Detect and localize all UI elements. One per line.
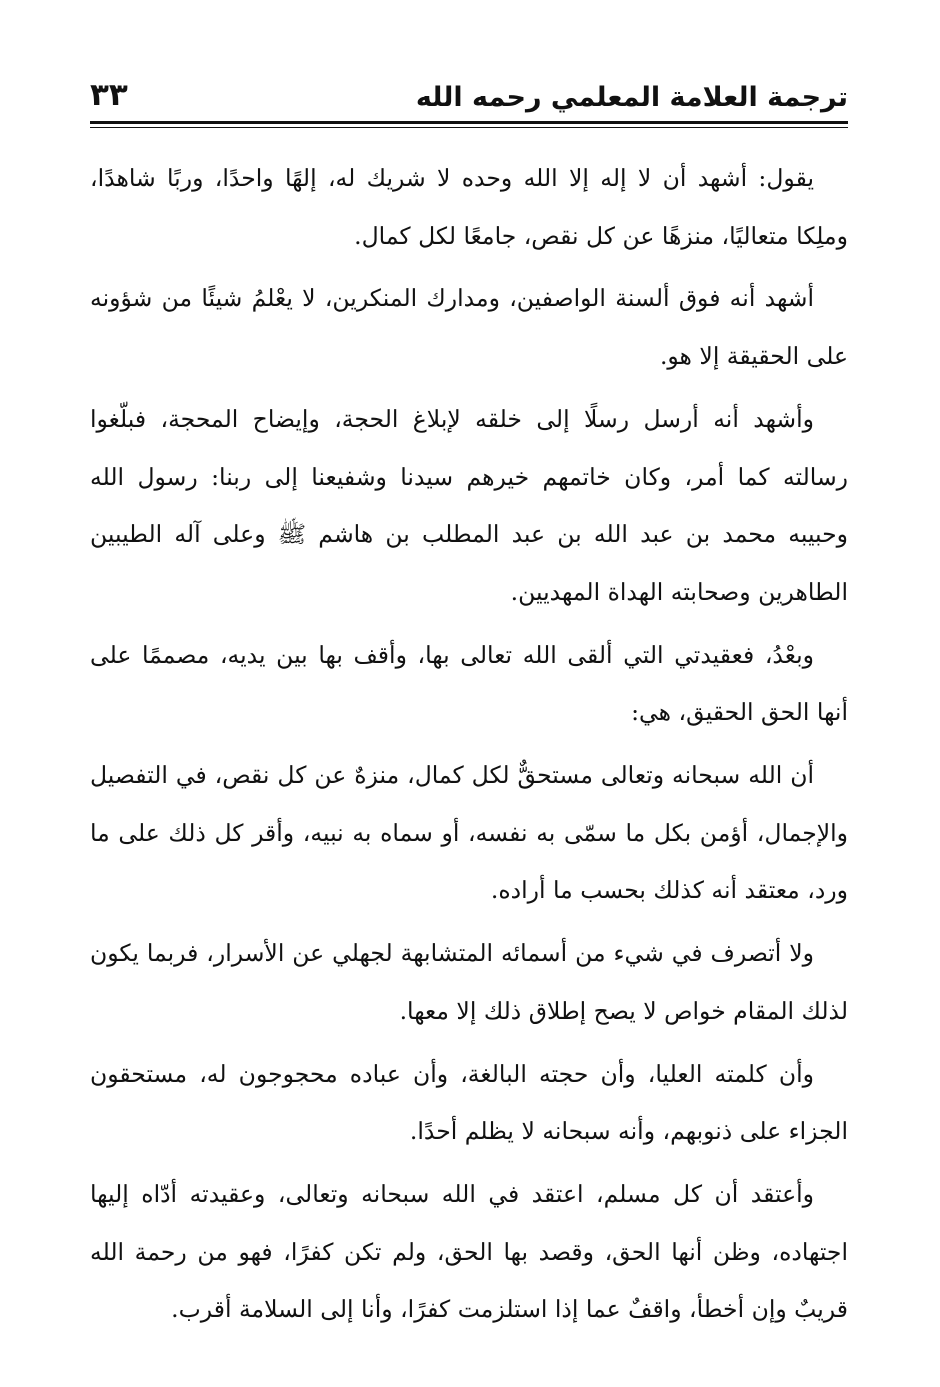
paragraph-4: وبعْدُ، فعقيدتي التي ألقى الله تعالى بها، وأقف بها بين يديه، مصممًا على أنها الحق الحقيق، هي: [90, 640, 848, 727]
header-rule-thick [90, 121, 848, 124]
paragraph-1: يقول: أشهد أن لا إله إلا الله وحده لا شريك له، إلهًا واحدًا، وربًا شاهدًا، وملِكا متعاليًا، منزهًا عن كل نقص، جامعًا لكل كمال. [90, 164, 848, 250]
paragraph-5: أن الله سبحانه وتعالى مستحقٌّ لكل كمال، منزهٌ عن كل نقص، في التفصيل والإجمال، أؤمن بكل ما سمّى به نفسه، أو سماه به نبيه، وأقر كل ذلك على ما ورد، معتقد أنه كذلك بحسب ما أراده. [90, 761, 848, 905]
paragraph-2: أشهد أنه فوق ألسنة الواصفين، ومدارك المنكرين، لا يعْلمُ شيئًا من شؤونه على الحقيقة إلا هو. [90, 284, 848, 371]
paragraph-3: وأشهد أنه أرسل رسلًا إلى خلقه لإبلاغ الحجة، وإيضاح المحجة، فبلّغوا رسالته كما أمر، وكان خاتمهم خيرهم سيدنا وشفيعنا إلى ربنا: رسول الله وحبيبه محمد بن عبد الله بن عبد المطلب بن هاشم ﷺ وعلى آله الطيبين الطاهرين وصحابته الهداة المهديين. [90, 404, 848, 606]
header-title: ترجمة العلامة المعلمي رحمه الله [415, 81, 848, 113]
paragraph-8: وأعتقد أن كل مسلم، اعتقد في الله سبحانه وتعالى، وعقيدته أدّاه إليها اجتهاده، وظن أنها الحق، وقصد بها الحق، ولم تكن كفرًا، فهو من رحمة الله قريبٌ وإن أخطأ، واقفٌ عما إذا استلزمت كفرًا، وأنا إلى السلامة أقرب. [90, 1179, 848, 1324]
running-header [90, 64, 848, 114]
page-number: ٣٣ [90, 76, 128, 113]
header-rule-thin [90, 127, 848, 128]
paragraph-6: ولا أتصرف في شيء من أسمائه المتشابهة لجهلي عن الأسرار، فربما يكون لذلك المقام خواص لا يصح إطلاق ذلك إلا معها. [90, 939, 848, 1025]
paragraph-7: وأن كلمته العليا، وأن حجته البالغة، وأن عباده محجوجون له، مستحقون الجزاء على ذنوبهم، وأنه سبحانه لا يظلم أحدًا. [90, 1059, 848, 1146]
body-text [90, 150, 848, 1344]
